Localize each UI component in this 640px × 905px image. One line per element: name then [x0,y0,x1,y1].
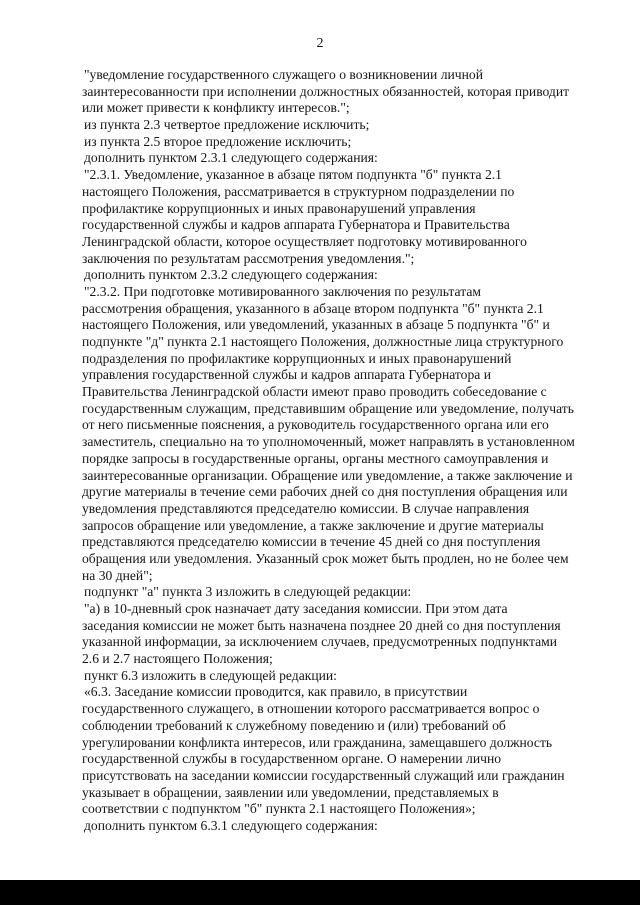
text-line: государственным служащим, представившим обращение или уведомление, получать [82,400,574,416]
text-line: "уведомление государственного служащего о возникновении личной [84,67,483,82]
text-line: соблюдении требований к служебному поведению и (или) требований об [82,717,506,733]
text-line: или может привести к конфликту интересов."; [82,100,350,116]
text-line: заместитель, специально на то уполномоченный, может направлять в установленном [82,434,575,450]
text-line: соответствии с подпунктом "б" пункта 2.1 настоящего Положения»; [82,801,476,817]
text-line: подпункт "а" пункта 3 изложить в следующей редакции: [84,584,412,600]
text-line: рассмотрения обращения, указанного в абзаце втором подпункта "б" пункта 2.1 [82,300,544,316]
text-line: "2.3.2. При подготовке мотивированного заключения по результатам [84,283,481,299]
text-line: управления государственной службы и кадров аппарата Губернатора и [82,367,491,383]
text-line: подразделения по профилактике коррупционных и иных правонарушений [82,350,512,366]
text-line: профилактике коррупционных и иных правонарушений управления [82,200,476,216]
text-line: государственной службы в государственном органе. О намерении лично [82,751,502,767]
text-line: присутствовать на заседании комиссии государственный служащий или гражданин [82,767,565,783]
text-line: представляются председателю комиссии в течение 45 дней со дня поступления [82,534,541,550]
text-line: заинтересованности при исполнении должностных обязанностей, которая приводит [82,83,570,99]
document-body [84,67,606,835]
text-line: дополнить пунктом 2.3.2 следующего содержания: [84,267,378,283]
text-line: заключения по результатам рассмотрения уведомления."; [82,250,415,266]
text-line: из пункта 2.5 второе предложение исключить; [84,133,352,149]
text-line: порядке запросы в государственные органы, органы местного самоуправления и [82,450,549,466]
text-line: из пункта 2.3 четвертое предложение исключить; [84,117,370,133]
text-line: на 30 дней"; [82,567,153,583]
text-line: "2.3.1. Уведомление, указанное в абзаце пятом подпункта "б" пункта 2.1 [84,167,502,183]
text-line: дополнить пунктом 2.3.1 следующего содержания: [84,150,378,166]
text-line: урегулировании конфликта интересов, или гражданина, замещавшего должность [82,734,553,750]
text-line: настоящего Положения, рассматривается в структурном подразделении по [82,183,515,199]
text-line: Правительства Ленинградской области имеют право проводить собеседование с [82,384,547,400]
text-line: государственного служащего, в отношении которого рассматривается вопрос о [82,701,540,717]
text-line: «6.3. Заседание комиссии проводится, как правило, в присутствии [84,684,468,700]
text-line: другие материалы в течение семи рабочих дней со дня поступления обращения или [82,484,568,500]
text-line: Ленинградской области, которое осуществляет подготовку мотивированного [82,233,527,249]
text-line: указанной информации, за исключением случаев, предусмотренных подпунктами [82,634,557,650]
text-line: уведомления представляются председателю комиссии. В случае направления [82,500,530,516]
text-line: подпункте "д" пункта 2.1 настоящего Положения, должностные лица структурного [82,334,564,349]
text-line: пункт 6.3 изложить в следующей редакции: [84,667,337,683]
text-line: запросов обращение или уведомление, а также заключение и другие материалы [82,517,544,533]
text-line: государственной службы и кадров аппарата Губернатора и Правительства [82,217,510,233]
text-line: от него письменные пояснения, а руководитель государственного органа или его [82,417,549,433]
text-line: "а) в 10-дневный срок назначает дату заседания комиссии. При этом дата [84,601,508,616]
text-line: обращения или уведомления. Указанный срок может быть продлен, но не более чем [82,550,569,566]
text-line: 2.6 и 2.7 настоящего Положения; [82,651,273,667]
text-line: дополнить пунктом 6.3.1 следующего содержания: [84,817,378,833]
text-line: указывает в обращении, заявлении или уведомлении, представляемых в [82,784,499,800]
text-line: заинтересованные организации. Обращение или уведомление, а также заключение и [82,467,573,483]
scan-bottom-edge [0,880,640,905]
text-line: заседания комиссии не может быть назначена позднее 20 дней со дня поступления [82,617,561,633]
text-line: настоящего Положения, или уведомлений, указанных в абзаце 5 подпункта "б" и [82,317,550,333]
page-number: 2 [316,36,324,51]
